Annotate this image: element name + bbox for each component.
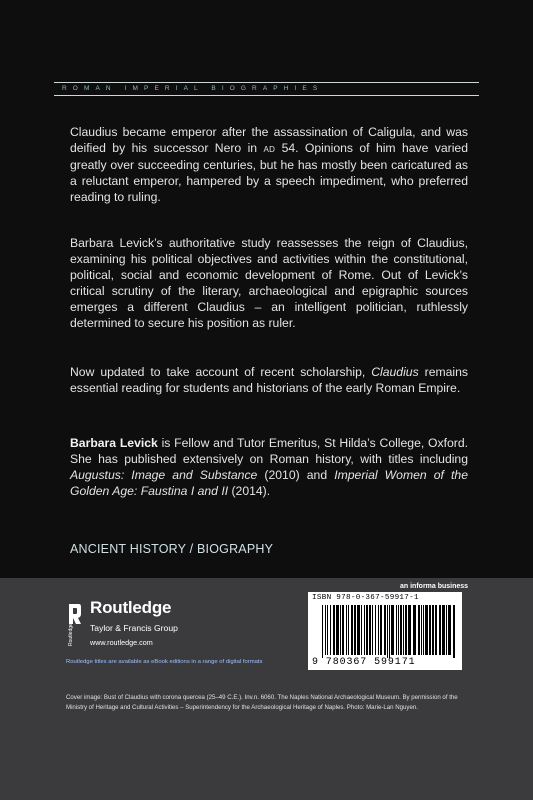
ebook-note: Routledge titles are available as eBook editions in a range of digital formats xyxy=(66,659,263,665)
bio-text: (2010) and xyxy=(257,467,335,482)
barcode-bar xyxy=(325,605,326,655)
barcode-bar xyxy=(340,605,341,655)
series-title: ROMAN IMPERIAL BIOGRAPHIES xyxy=(62,85,324,92)
blurb-text: 54. Opinions of him have varied greatly over succeeding centuries, but he has mostly been caricatured as a reluctant emperor, hampered by a speech impediment, who preferred reading to ruling. xyxy=(70,140,468,204)
barcode-bar xyxy=(380,605,382,655)
cover-image-credit: Cover image: Bust of Claudius with corona quercea (25–49 C.E.). Inv.n. 6060. The Naples National Archaeological Museum. By permission of the Ministry of Heritage and Cultural Activities – Superintendency for the Archaeological Heritage of Naples. Photo: Marie-Lan Nguyen. xyxy=(66,694,458,711)
barcode-bar xyxy=(389,605,390,658)
routledge-logo-icon xyxy=(66,602,82,648)
barcode-bar xyxy=(369,605,371,655)
publisher-group: Taylor & Francis Group xyxy=(90,623,178,633)
barcode-bar xyxy=(366,605,368,655)
era-abbreviation: AD xyxy=(263,144,276,154)
barcode-bar xyxy=(375,605,376,655)
barcode-bar xyxy=(453,605,455,658)
barcode-bar xyxy=(432,605,434,655)
barcode-bar xyxy=(364,605,365,655)
barcode-bar xyxy=(398,605,399,655)
blurb-paragraph-3 xyxy=(70,365,468,397)
barcode-bar xyxy=(413,605,416,655)
barcode-bar xyxy=(354,605,356,655)
other-title: Augustus: Image and Substance xyxy=(70,467,258,482)
isbn-number: 9 780367 599171 xyxy=(312,657,416,668)
barcode-bar xyxy=(408,605,411,655)
book-title: Claudius xyxy=(371,365,419,379)
barcode-bar xyxy=(322,605,323,658)
barcode-bar xyxy=(336,605,339,655)
barcode-bar xyxy=(405,605,407,655)
barcode-bar xyxy=(446,605,447,655)
barcode-bar xyxy=(330,605,331,655)
other-title: Imperial Women of the Golden Age: Faustina I and II xyxy=(70,467,468,498)
barcode-bar xyxy=(351,605,353,655)
blurb-paragraph-2: Barbara Levick’s authoritative study reassesses the reign of Claudius, examining his political objectives and activities within the constitutional, political, social and economic development of Rome. Out of Levick’s critical scrutiny of the literary, archaeological and epigraphic sources emerges a different Claudius – an intelligent politician, ruthlessly determined to secure his position as ruler. xyxy=(70,236,468,330)
barcode-bar xyxy=(348,605,349,655)
barcode-bar xyxy=(429,605,431,655)
barcode-bar xyxy=(435,605,437,655)
barcode-bar xyxy=(346,605,347,655)
blurb-text: Now updated to take account of recent scholarship, xyxy=(70,365,372,379)
bio-text: (2014). xyxy=(228,483,271,498)
barcode-bar xyxy=(342,605,344,655)
barcode-bar xyxy=(384,605,386,655)
svg-text:Routledge: Routledge xyxy=(68,623,74,646)
barcode-bar xyxy=(391,605,394,655)
barcode-bar xyxy=(403,605,404,655)
barcode-bar xyxy=(378,605,379,655)
barcode-bar xyxy=(357,605,360,655)
barcode-bar xyxy=(400,605,402,655)
barcode-bar xyxy=(327,605,328,655)
barcode-bar xyxy=(333,605,335,655)
barcode-bar xyxy=(372,605,373,655)
blurb-paragraph-1 xyxy=(70,125,468,206)
isbn-label: ISBN 978-0-367-59917-1 xyxy=(312,594,419,602)
subject-category: ANCIENT HISTORY / BIOGRAPHY xyxy=(70,542,274,556)
barcode-bar xyxy=(439,605,441,655)
bio-text: is Fellow and Tutor Emeritus, St Hilda’s College, Oxford. She has published extensively on Roman history, with titles including xyxy=(70,436,468,466)
blurb-text: Claudius became emperor after the assassination of Caligula, and was deified by his successor Nero in xyxy=(70,125,468,155)
publisher-url[interactable]: www.routledge.com xyxy=(90,638,153,647)
barcode-bar xyxy=(387,605,388,658)
barcode-bar xyxy=(425,605,428,655)
barcode-bar xyxy=(418,605,420,655)
blurb-text: remains essential reading for students and historians of the early Roman Empire. xyxy=(70,365,468,395)
barcode-bar xyxy=(423,605,424,655)
publisher-name: Routledge xyxy=(90,598,172,617)
author-bio xyxy=(70,436,468,500)
isbn-barcode xyxy=(308,592,462,670)
informa-tagline: an informa business xyxy=(400,583,469,590)
barcode-bar xyxy=(421,605,422,655)
barcode-bar xyxy=(361,605,362,655)
author-name: Barbara Levick xyxy=(70,436,158,450)
barcode-bar xyxy=(442,605,445,655)
barcode-bar xyxy=(396,605,397,655)
barcode-bar xyxy=(448,605,451,655)
